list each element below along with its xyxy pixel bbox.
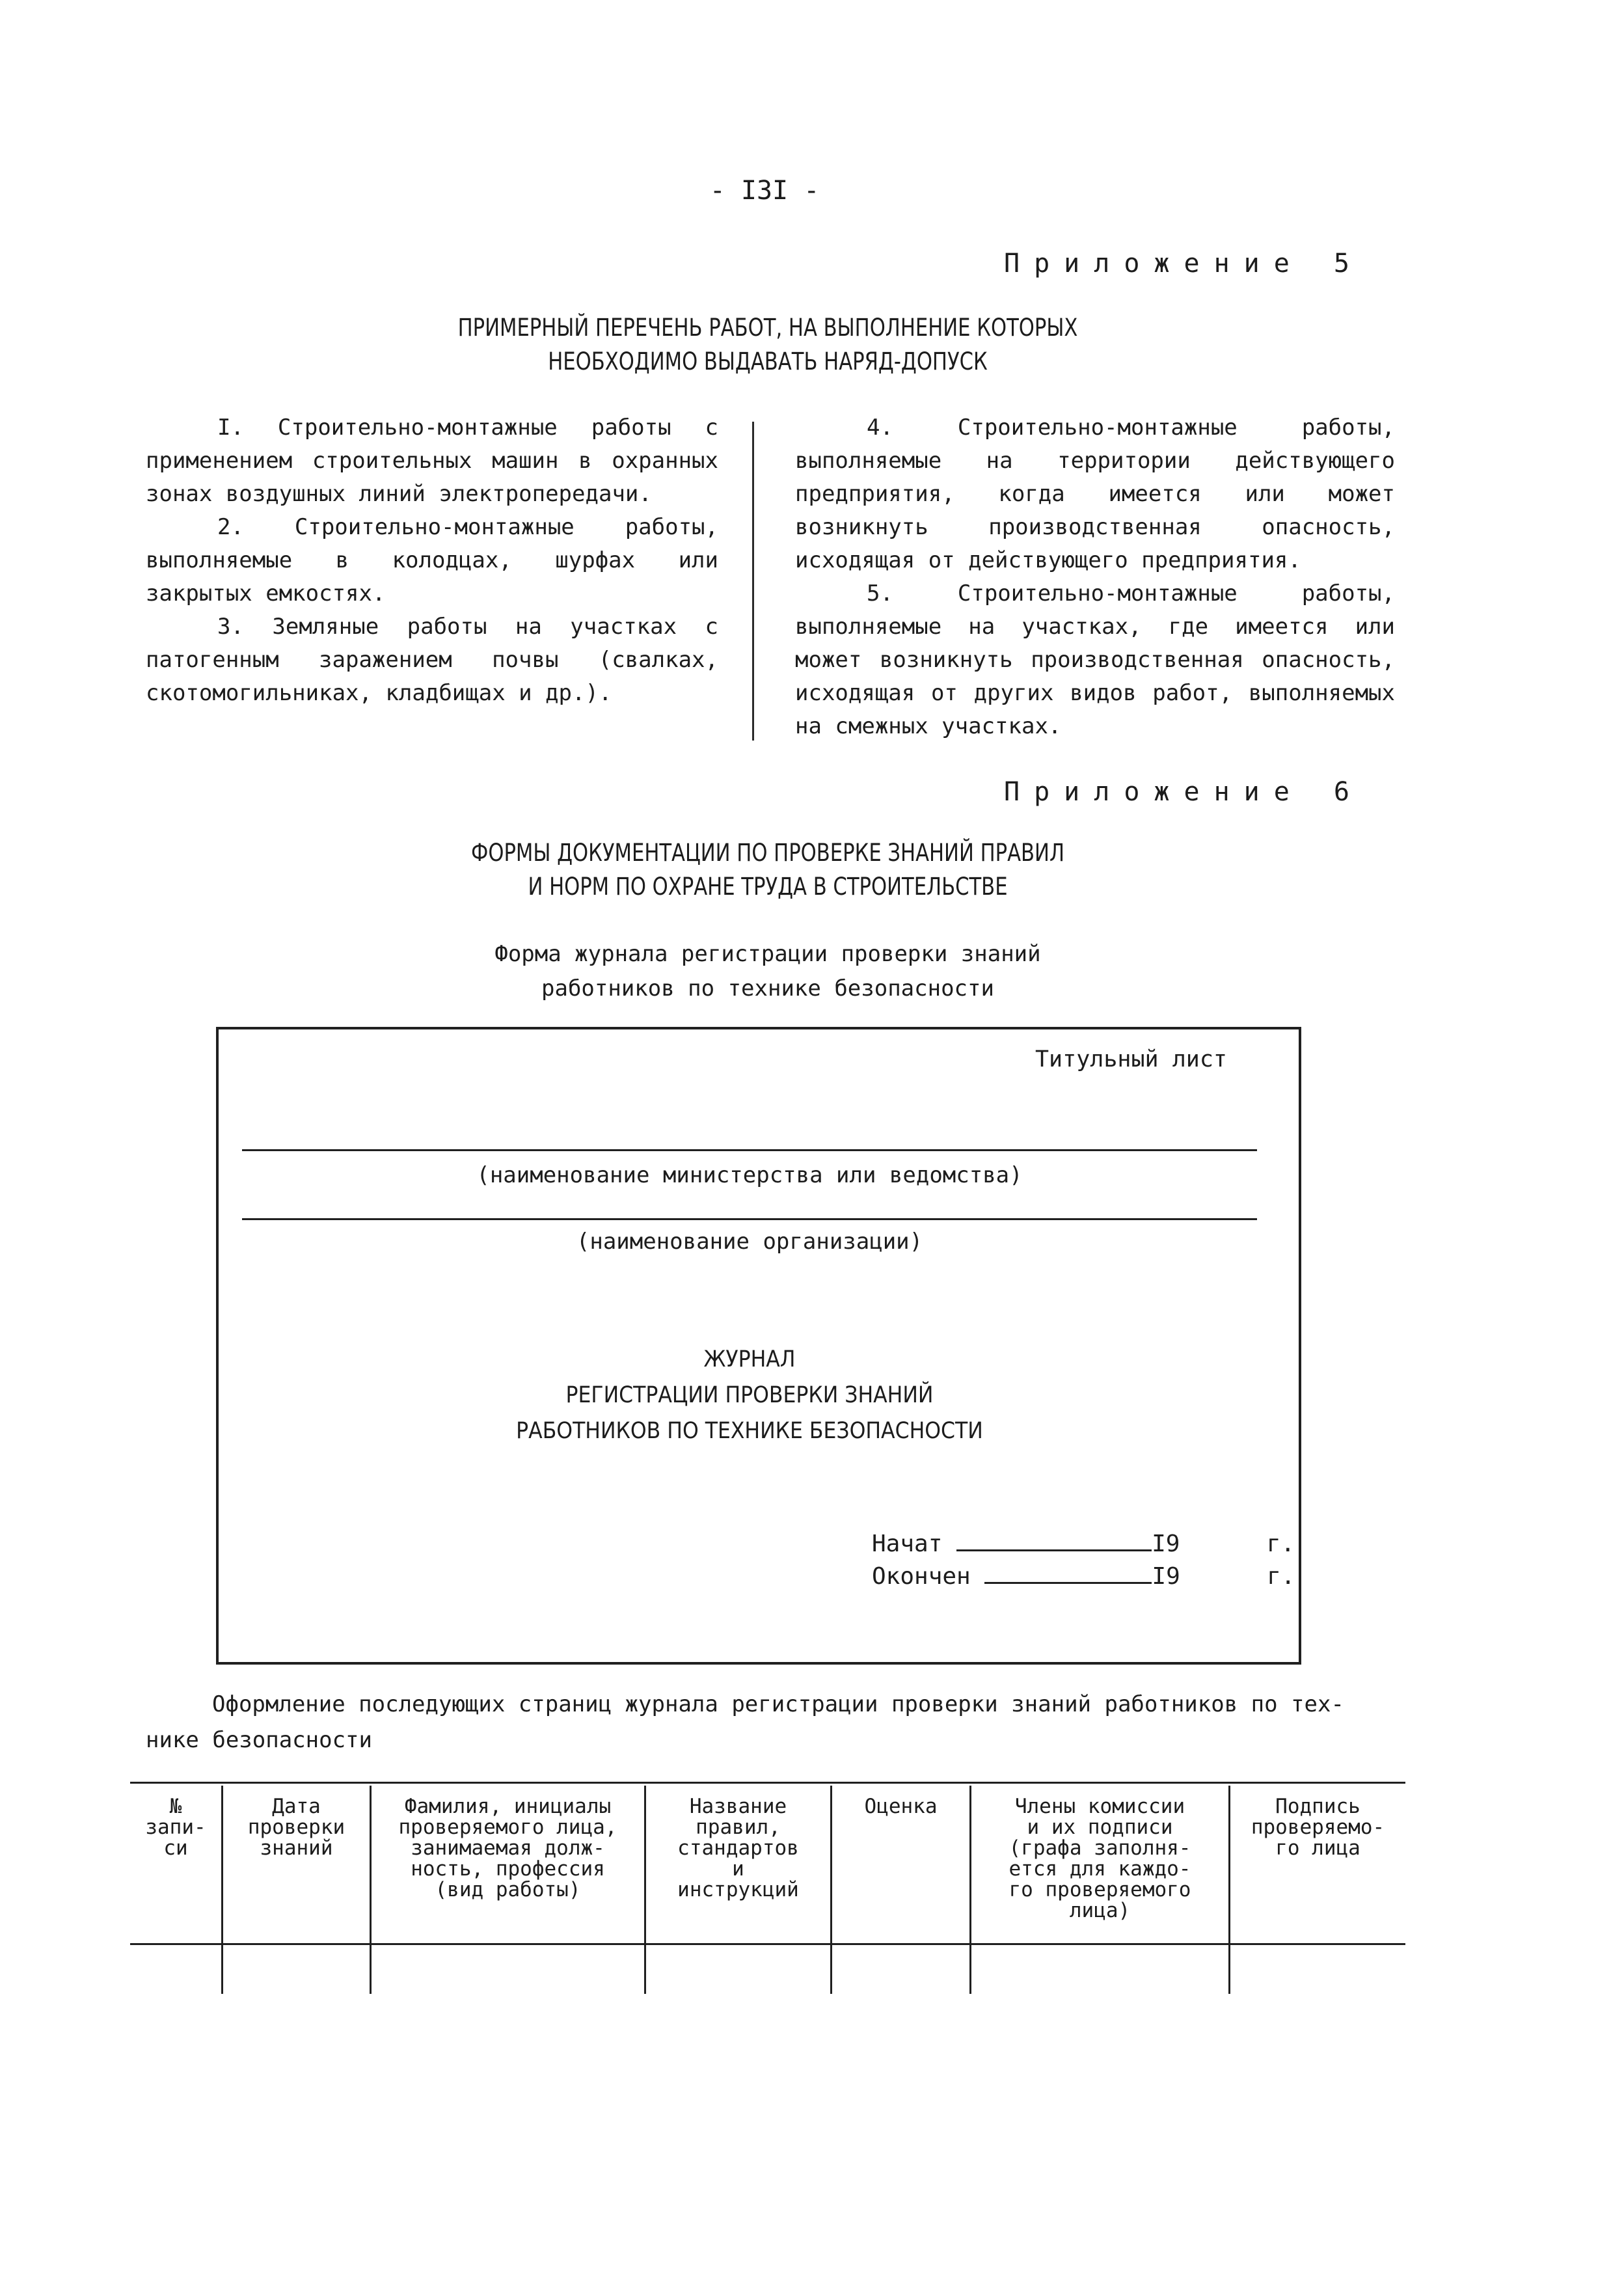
appendix-6-label: Приложение 6	[1004, 777, 1364, 807]
title-page-box	[216, 1027, 1301, 1665]
column-divider	[752, 422, 754, 741]
table-header-cell: Подпись проверяемо- го лица	[1251, 1795, 1385, 1860]
finished-year-prefix: I9	[1152, 1563, 1180, 1590]
page-number: - I3I -	[709, 176, 820, 206]
table-header-cell: Название правил, стандартов и инструкций	[677, 1795, 799, 1901]
next-pages-line1: Оформление последующих страниц журнала регистрации проверки знаний работников по тех-	[212, 1691, 1344, 1717]
list-item: 3. Земляные работы на участках с патогенным заражением почвы (свалках, скотомогильниках, кладбищах и др.).	[146, 614, 718, 706]
journal-title-line3: РАБОТНИКОВ ПО ТЕХНИКЕ БЕЗОПАСНОСТИ	[516, 1418, 983, 1444]
form-title	[325, 937, 1210, 1006]
list-item: 5. Строительно-монтажные работы, выполняемые на участках, где имеется или может возникнуть производственная опасность, исходящая от других видов работ, выполняемых на смежных участках.	[795, 580, 1395, 739]
appendix-5-label: Приложение 5	[1004, 249, 1364, 279]
table-top-rule	[130, 1782, 1405, 1784]
appendix-6-title	[360, 836, 1174, 904]
started-date-blank	[956, 1549, 1152, 1551]
table-header-cell: Фамилия, инициалы проверяемого лица, занимаемая долж- ность, профессия (вид работы)	[398, 1795, 617, 1901]
appendix-5-title-line2: НЕОБХОДИМО ВЫДАВАТЬ НАРЯД-ДОПУСК	[548, 347, 988, 375]
list-item: 4. Строительно-монтажные работы, выполняемые на территории действующего предприятия, когда имеется или может возникнуть производственная опасность, исходящая от действующего предприятия.	[795, 415, 1395, 573]
appendix-5-title-line1: ПРИМЕРНЫЙ ПЕРЕЧЕНЬ РАБОТ, НА ВЫПОЛНЕНИЕ КОТОРЫХ	[457, 314, 1078, 342]
list-item: I. Строительно-монтажные работы с применением строительных машин в охранных зонах воздушных линий электропередачи.	[146, 415, 718, 507]
finished-label: Окончен	[872, 1563, 971, 1590]
started-year-suffix: г.	[1266, 1531, 1295, 1557]
table-header-cell: Дата проверки знаний	[247, 1795, 345, 1860]
organization-line	[242, 1218, 1257, 1220]
form-title-line1: Форма журнала регистрации проверки знаний	[494, 941, 1041, 967]
ministry-caption: (наименование министерства или ведомства)	[476, 1162, 1023, 1188]
finished-date-blank	[984, 1582, 1152, 1584]
started-label: Начат	[872, 1531, 943, 1557]
journal-title-line2: РЕГИСТРАЦИИ ПРОВЕРКИ ЗНАНИЙ	[565, 1382, 934, 1408]
finished-year-suffix: г.	[1267, 1563, 1295, 1590]
title-page-label: Титульный лист	[1035, 1046, 1227, 1072]
form-title-line2: работников по технике безопасности	[541, 975, 994, 1001]
list-item: 2. Строительно-монтажные работы, выполняемые в колодцах, шурфах или закрытых емкостях.	[146, 514, 718, 606]
appendix-5-left-column	[146, 411, 718, 710]
finished-date-line	[872, 1563, 1295, 1590]
organization-caption: (наименование организации)	[576, 1229, 923, 1255]
appendix-5-title	[360, 311, 1174, 379]
table-column-divider	[830, 1786, 832, 1994]
appendix-6-title-line2: И НОРМ ПО ОХРАНЕ ТРУДА В СТРОИТЕЛЬСТВЕ	[528, 873, 1008, 901]
table-header-cell: Оценка	[864, 1795, 938, 1818]
knowledge-check-table	[130, 1782, 1431, 1996]
started-year-prefix: I9	[1152, 1531, 1180, 1557]
table-header-cell: № запи- си	[145, 1795, 206, 1860]
table-header-cell: Члены комиссии и их подписи (графа заполня- ется для каждо- го проверяемого лица)	[1008, 1795, 1191, 1922]
next-pages-line2: нике безопасности	[146, 1727, 372, 1753]
appendix-5-right-column	[795, 411, 1395, 743]
journal-title	[242, 1342, 1257, 1449]
ministry-line	[242, 1149, 1257, 1151]
journal-title-line1: ЖУРНАЛ	[703, 1346, 796, 1372]
appendix-6-title-line1: ФОРМЫ ДОКУМЕНТАЦИИ ПО ПРОВЕРКЕ ЗНАНИЙ ПРАВИЛ	[470, 839, 1064, 867]
table-header-rule	[130, 1943, 1405, 1945]
started-date-line	[872, 1531, 1295, 1557]
next-pages-description	[146, 1687, 1401, 1758]
